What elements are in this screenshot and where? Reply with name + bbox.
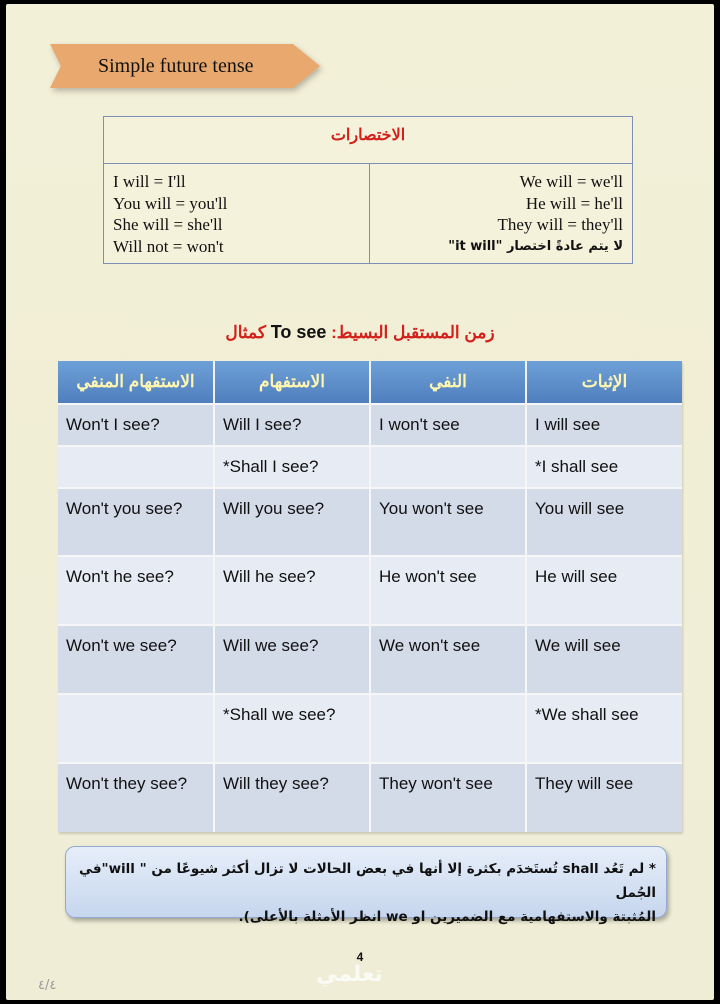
table-cell: Won't they see? <box>58 763 214 832</box>
table-cell: He will see <box>526 556 682 625</box>
contraction-note: لا يتم عادةً اختصار "it will" <box>448 238 623 254</box>
table-cell: Won't he see? <box>58 556 214 625</box>
section-verb: To see <box>270 322 327 342</box>
table-cell: Will you see? <box>214 488 370 556</box>
table-cell: Will I see? <box>214 404 370 446</box>
note-box <box>65 846 667 925</box>
note-line: المُثبتة والاستفهامية مع الضميرين او we انظر الأمثلة بالأعلى). <box>238 909 656 925</box>
table-cell: We will see <box>526 625 682 694</box>
table-cell: *We shall see <box>526 694 682 763</box>
table-row <box>58 556 682 625</box>
table-cell <box>370 694 526 763</box>
table-row <box>58 488 682 556</box>
table-cell: We won't see <box>370 625 526 694</box>
table-cell: *I shall see <box>526 446 682 488</box>
table-header-row <box>58 361 682 404</box>
contractions-box <box>103 116 633 264</box>
note-text <box>78 857 656 929</box>
title-banner <box>50 44 320 88</box>
table-cell: I will see <box>526 404 682 446</box>
section-example: كمثال <box>225 323 266 342</box>
watermark-logo: تعلمي <box>316 962 383 987</box>
table-cell <box>58 694 214 763</box>
contraction-item: You will = you'll <box>113 193 228 213</box>
conjugation-table <box>58 361 682 832</box>
table-cell <box>58 446 214 488</box>
header-question: الاستفهام <box>214 361 370 404</box>
document-page <box>6 4 714 1000</box>
table-cell: Will they see? <box>214 763 370 832</box>
table-row <box>58 694 682 763</box>
table-cell: *Shall I see? <box>214 446 370 488</box>
table-row <box>58 446 682 488</box>
page-number: 4 <box>356 950 364 964</box>
note-line: * لم تَعُد shall تُستَخدَم بكثرة إلا أنها في بعض الحالات لا تزال أكثر شيوعًا من " will"في الجُمل <box>79 861 656 901</box>
table-cell: Won't we see? <box>58 625 214 694</box>
table-cell <box>370 446 526 488</box>
table-cell: Will he see? <box>214 556 370 625</box>
header-negative-question: الاستفهام المنفي <box>58 361 214 404</box>
table-cell: Won't you see? <box>58 488 214 556</box>
table-cell: They won't see <box>370 763 526 832</box>
table-cell: They will see <box>526 763 682 832</box>
table-row <box>58 404 682 446</box>
contraction-item: She will = she'll <box>113 215 223 234</box>
contractions-heading: الاختصارات <box>330 127 406 144</box>
table-cell: You will see <box>526 488 682 556</box>
contractions-right-column <box>448 171 623 257</box>
table-cell: I won't see <box>370 404 526 446</box>
contraction-item: They will = they'll <box>497 215 623 234</box>
section-label: زمن المستقبل البسيط: <box>331 323 495 342</box>
table-cell: *Shall we see? <box>214 694 370 763</box>
table-cell: You won't see <box>370 488 526 556</box>
table-row <box>58 763 682 832</box>
table-cell: He won't see <box>370 556 526 625</box>
contraction-item: He will = he'll <box>525 193 623 213</box>
table-cell: Won't I see? <box>58 404 214 446</box>
table-row <box>58 625 682 694</box>
contraction-item: I will = I'll <box>113 172 186 191</box>
page-title: Simple future tense <box>98 55 254 77</box>
contractions-left-column <box>113 171 227 257</box>
table-cell: Will we see? <box>214 625 370 694</box>
header-negative: النفي <box>370 361 526 404</box>
contraction-item: Will not = won't <box>113 236 224 256</box>
section-heading <box>6 322 714 343</box>
header-affirmative: الإثبات <box>526 361 682 404</box>
page-indicator: ٤/٤ <box>38 978 57 993</box>
contraction-item: We will = we'll <box>519 172 623 191</box>
